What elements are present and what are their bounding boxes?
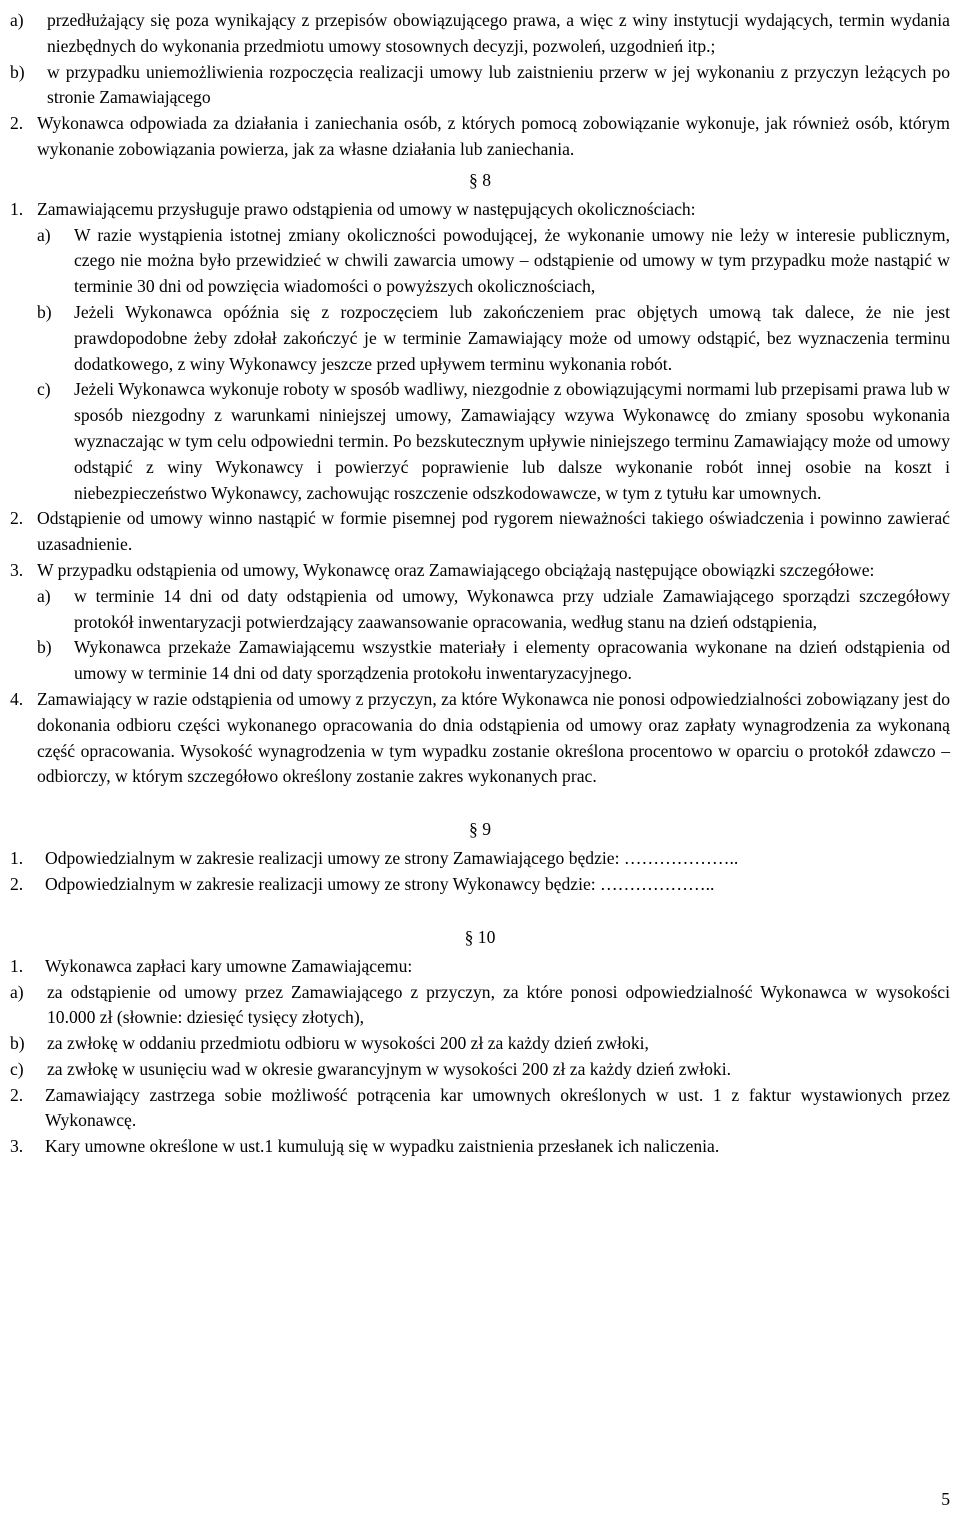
paragraph xyxy=(10,1083,950,1135)
paragraph-number: 1. xyxy=(10,848,24,869)
item-text: w terminie 14 dni od daty odstąpienia od umowy, Wykonawca przy udziale Zamawiającego sporządzi szczegółowy protokół inwentaryzacji potwierdzający zaawansowanie opracowania, według stanu na dzień odstąpienia, xyxy=(74,585,950,632)
paragraph-text: Wykonawca odpowiada za działania i zaniechania osób, z których pomocą zobowiązanie wykonuje, jak również osób, którym wykonanie zobowiązania powierza, jak za własne działania lub zaniechania. xyxy=(37,113,950,159)
item-marker: b) xyxy=(10,1033,25,1054)
paragraph-number: 2. xyxy=(10,873,24,894)
paragraph xyxy=(10,954,950,980)
item-marker: a) xyxy=(37,224,51,245)
item-marker: c) xyxy=(37,379,51,400)
list-item xyxy=(10,980,950,1032)
paragraph-number: 2. xyxy=(10,508,24,529)
item-text: za odstąpienie od umowy przez Zamawiającego z przyczyn, za które ponosi odpowiedzialność Wykonawca w wysokości 10.000 zł (słownie: dziesięć tysięcy złotych), xyxy=(47,981,950,1028)
list-item xyxy=(10,1031,950,1057)
list-item xyxy=(10,377,950,506)
list-item xyxy=(10,584,950,636)
paragraph-text: Odpowiedzialnym w zakresie realizacji umowy ze strony Wykonawcy będzie: ……………….. xyxy=(45,873,715,894)
paragraph-text: Zamawiający zastrzega sobie możliwość potrącenia kar umownych określonych w ust. 1 z faktur wystawionych przez Wykonawcę. xyxy=(45,1084,950,1131)
paragraph-number: 2. xyxy=(10,113,24,134)
item-marker: b) xyxy=(37,637,52,658)
paragraph xyxy=(10,1134,950,1160)
paragraph-text: Odpowiedzialnym w zakresie realizacji umowy ze strony Zamawiającego będzie: ……………….. xyxy=(45,848,739,869)
item-marker: a) xyxy=(37,585,51,606)
item-marker: a) xyxy=(10,981,24,1002)
paragraph xyxy=(10,197,950,223)
section-heading: § 8 xyxy=(469,169,491,190)
paragraph-number: 3. xyxy=(10,1136,24,1157)
paragraph-text: Zamawiającemu przysługuje prawo odstąpienia od umowy w następujących okolicznościach: xyxy=(37,198,696,219)
item-text: Jeżeli Wykonawca opóźnia się z rozpoczęciem lub zakończeniem prac objętych umową tak dalece, że nie jest prawdopodobne żeby zdołał zakończyć je w terminie Zamawiający może od umowy odstąpić, bez wyznaczenia terminu dodatkowego, z winy Wykonawcy jeszcze przed upływem terminu wykonania robót. xyxy=(74,301,950,374)
item-marker: b) xyxy=(10,61,25,82)
paragraph-number: 1. xyxy=(10,198,24,219)
paragraph xyxy=(10,506,950,558)
paragraph-text: Zamawiający w razie odstąpienia od umowy z przyczyn, za które Wykonawca nie ponosi odpowiedzialności zobowiązany jest do dokonania odbioru części wykonanego opracowania do dnia odstąpienia od umowy oraz zapłaty wynagrodzenia za wykonaną część opracowania. Wysokość wynagrodzenia w tym wypadku zostanie określona procentowo w oparciu o protokół zdawczo – odbiorczy, w którym szczegółowo określony zostanie zakres wykonanych prac. xyxy=(37,688,950,787)
item-text: Wykonawca przekaże Zamawiającemu wszystkie materiały i elementy opracowania wykonane na dzień odstąpienia od umowy w terminie 14 dni od daty sporządzenia protokołu inwentaryzacyjnego. xyxy=(74,637,950,684)
paragraph-number: 1. xyxy=(10,955,24,976)
paragraph xyxy=(10,846,950,872)
paragraph xyxy=(10,872,950,898)
section-heading: § 9 xyxy=(469,819,491,840)
paragraph xyxy=(10,111,950,163)
item-text: za zwłokę w usunięciu wad w okresie gwarancyjnym w wysokości 200 zł za każdy dzień zwłoki. xyxy=(47,1058,731,1079)
item-marker: b) xyxy=(37,301,52,322)
list-item xyxy=(10,8,950,60)
item-text: W razie wystąpienia istotnej zmiany okoliczności powodującej, że wykonanie umowy nie leży w interesie publicznym, czego nie można było przewidzieć w chwili zawarcia umowy – odstąpienie od umowy w tym przypadku może nastąpić w terminie 30 dni od powzięcia wiadomości o powyższych okolicznościach, xyxy=(74,224,950,297)
list-item xyxy=(10,1057,950,1083)
item-text: Jeżeli Wykonawca wykonuje roboty w sposób wadliwy, niezgodnie z obowiązującymi normami lub przepisami prawa lub w sposób niezgodny z warunkami niniejszej umowy, Zamawiający wzywa Wykonawcę do zmiany sposobu wykonania wyznaczając w tym celu odpowiedni termin. Po bezskutecznym upływie niniejszego terminu Zamawiający może od umowy odstąpić z winy Wykonawcy i powierzyć poprawienie lub dalsze wykonanie robót innej osobie na koszt i niebezpieczeństwo Wykonawcy, zachowując roszczenie odszkodowawcze, w tym z tytułu kar umownych. xyxy=(74,379,950,503)
paragraph-number: 3. xyxy=(10,559,24,580)
paragraph-text: W przypadku odstąpienia od umowy, Wykonawcę oraz Zamawiającego obciążają następujące obowiązki szczegółowe: xyxy=(37,559,875,580)
item-marker: a) xyxy=(10,10,24,30)
section-heading: § 10 xyxy=(464,926,496,947)
list-item xyxy=(10,635,950,687)
paragraph xyxy=(10,558,950,584)
list-item xyxy=(10,60,950,112)
paragraph-text: Kary umowne określone w ust.1 kumulują się w wypadku zaistnienia przesłanek ich naliczenia. xyxy=(45,1136,720,1157)
paragraph-text: Wykonawca zapłaci kary umowne Zamawiającemu: xyxy=(45,955,413,976)
paragraph-number: 2. xyxy=(10,1084,24,1105)
item-text: w przypadku uniemożliwienia rozpoczęcia realizacji umowy lub zaistnieniu przerw w jej wykonaniu z przyczyn leżących po stronie Zamawiającego xyxy=(47,61,950,108)
page-number: 5 xyxy=(941,1489,950,1510)
paragraph xyxy=(10,687,950,790)
item-text: przedłużający się poza wynikający z przepisów obowiązującego prawa, a więc z winy instytucji wydających, termin wydania niezbędnych do wykonania przedmiotu umowy stosownych decyzji, pozwoleń, uzgodnień itp.; xyxy=(47,10,950,56)
item-marker: c) xyxy=(10,1058,24,1079)
list-item xyxy=(10,300,950,377)
paragraph-number: 4. xyxy=(10,688,24,709)
item-text: za zwłokę w oddaniu przedmiotu odbioru w wysokości 200 zł za każdy dzień zwłoki, xyxy=(47,1033,649,1054)
list-item xyxy=(10,223,950,300)
paragraph-text: Odstąpienie od umowy winno nastąpić w formie pisemnej pod rygorem nieważności takiego oświadczenia i powinno zawierać uzasadnienie. xyxy=(37,508,950,555)
